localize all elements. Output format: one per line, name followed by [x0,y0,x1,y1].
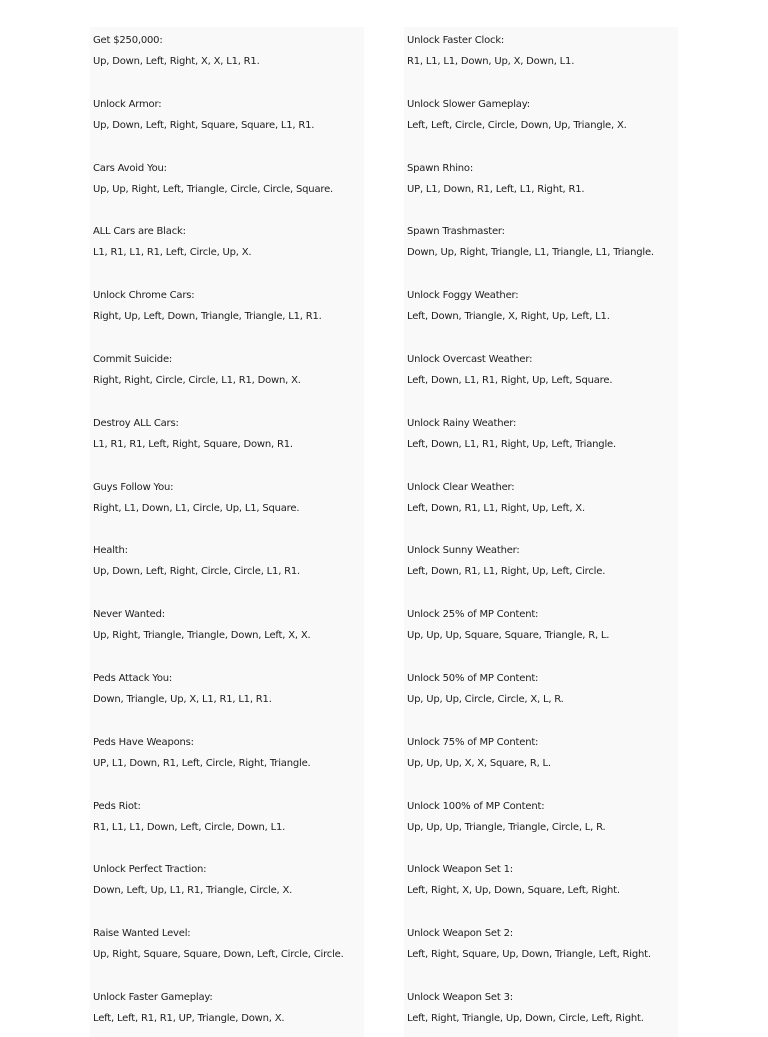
cheat-title: Raise Wanted Level: [93,928,191,940]
cheat-entry [93,856,364,916]
cheat-entry [407,91,678,151]
cheat-code: Left, Down, L1, R1, Right, Up, Left, Square. [407,375,613,386]
cheat-entry [93,346,364,406]
cheat-code: L1, R1, R1, Left, Right, Square, Down, R1. [93,438,293,450]
cheat-title: Peds Riot: [93,800,141,812]
cheat-entry [93,474,364,534]
cheat-entry [407,984,678,1037]
cheat-code: Up, Right, Triangle, Triangle, Down, Left, X, X. [93,630,311,642]
cheat-title: Get $250,000: [93,35,163,46]
cheat-code: Up, Down, Left, Right, Circle, Circle, L1, R1. [93,566,301,578]
cheat-title: Peds Have Weapons: [93,736,194,748]
cheat-title: Commit Suicide: [93,354,173,365]
cheat-entry [93,27,364,87]
cheat-title: Never Wanted: [93,609,165,621]
cheat-code: Down, Left, Up, L1, R1, Triangle, Circle, X. [93,885,293,897]
cheat-code: Left, Down, Triangle, X, Right, Up, Left, L1. [407,311,610,323]
cheat-entry [93,665,364,725]
cheat-code: Up, Up, Up, Circle, Circle, X, L, R. [407,694,564,705]
cheat-code: Left, Down, R1, L1, Right, Up, Left, X. [407,502,585,514]
cheat-title: Unlock Weapon Set 1: [407,864,513,876]
cheat-code: Right, Up, Left, Down, Triangle, Triangle, L1, R1. [93,311,322,323]
cheat-entry [407,155,678,215]
cheat-code: Left, Right, X, Up, Down, Square, Left, Right. [407,885,620,897]
left-cheat-column [90,27,364,1037]
cheat-code: Up, Up, Up, Square, Square, Triangle, R, L. [407,630,610,642]
cheat-entry [93,218,364,278]
cheat-entry [93,984,364,1037]
cheat-title: Unlock Perfect Traction: [93,864,207,876]
cheat-code: Down, Up, Right, Triangle, L1, Triangle, L1, Triangle. [407,247,654,259]
cheat-title: Unlock Overcast Weather: [407,354,533,365]
cheat-code: Up, Down, Left, Right, X, X, L1, R1. [93,56,260,67]
cheat-title: Unlock Faster Clock: [407,35,505,46]
cheat-title: Unlock Armor: [93,98,162,110]
cheat-entry [407,282,678,342]
cheat-title: Unlock Clear Weather: [407,481,515,493]
cheat-title: ALL Cars are Black: [93,226,186,238]
cheat-entry [407,601,678,661]
cheat-entry [407,856,678,916]
cheat-code: Left, Right, Square, Up, Down, Triangle, Left, Right. [407,949,651,961]
cheat-code: Left, Left, Circle, Circle, Down, Up, Triangle, X. [407,119,627,131]
cheat-code: Down, Triangle, Up, X, L1, R1, L1, R1. [93,694,272,705]
cheat-code: Left, Left, R1, R1, UP, Triangle, Down, X. [93,1013,285,1024]
cheat-entry [93,601,364,661]
cheat-entry [93,920,364,980]
cheat-code: Up, Right, Square, Square, Down, Left, Circle, Circle. [93,949,344,961]
cheat-title: Destroy ALL Cars: [93,417,179,429]
cheat-title: Health: [93,545,128,557]
cheat-title: Unlock Foggy Weather: [407,290,519,302]
cheat-entry [407,729,678,789]
cheat-entry [407,793,678,853]
cheat-entry [407,27,678,87]
cheat-title: Unlock 50% of MP Content: [407,673,539,684]
cheat-entry [93,729,364,789]
cheat-code: UP, L1, Down, R1, Left, Circle, Right, Triangle. [93,757,311,769]
cheat-code: R1, L1, L1, Down, Left, Circle, Down, L1. [93,821,286,833]
cheat-code: Up, Up, Right, Left, Triangle, Circle, Circle, Square. [93,183,334,195]
cheat-entry [407,474,678,534]
cheat-entry [407,665,678,725]
right-cheat-column [404,27,678,1037]
cheat-code: Up, Down, Left, Right, Square, Square, L1, R1. [93,119,315,131]
cheat-code: L1, R1, L1, R1, Left, Circle, Up, X. [93,247,252,259]
cheat-title: Peds Attack You: [93,673,173,684]
cheat-title: Unlock Weapon Set 2: [407,928,513,940]
cheat-title: Spawn Trashmaster: [407,226,505,238]
cheat-title: Unlock Weapon Set 3: [407,992,513,1003]
cheat-title: Unlock 100% of MP Content: [407,800,545,812]
cheat-title: Unlock Slower Gameplay: [407,98,530,110]
cheat-code: Right, Right, Circle, Circle, L1, R1, Down, X. [93,375,301,386]
cheat-title: Unlock Sunny Weather: [407,545,520,557]
cheat-entry [93,155,364,215]
cheat-entry [93,537,364,597]
cheat-entry [407,410,678,470]
cheat-code: Left, Right, Triangle, Up, Down, Circle, Left, Right. [407,1013,644,1024]
cheat-title: Unlock Rainy Weather: [407,417,517,429]
cheat-entry [93,91,364,151]
cheat-title: Unlock Chrome Cars: [93,290,195,302]
cheat-code: UP, L1, Down, R1, Left, L1, Right, R1. [407,183,585,195]
cheat-entry [407,537,678,597]
cheat-entry [93,282,364,342]
cheat-code: Left, Down, R1, L1, Right, Up, Left, Circle. [407,566,606,578]
cheat-title: Unlock Faster Gameplay: [93,992,213,1003]
cheat-entry [93,793,364,853]
cheat-entry [93,410,364,470]
cheat-code: R1, L1, L1, Down, Up, X, Down, L1. [407,56,575,67]
cheat-entry [407,218,678,278]
cheat-code: Left, Down, L1, R1, Right, Up, Left, Triangle. [407,438,616,450]
cheat-entry [407,346,678,406]
cheat-title: Spawn Rhino: [407,162,474,174]
cheat-title: Cars Avoid You: [93,162,167,174]
cheat-title: Unlock 75% of MP Content: [407,736,539,748]
cheat-title: Unlock 25% of MP Content: [407,609,539,621]
cheat-title: Guys Follow You: [93,481,174,493]
cheat-code: Up, Up, Up, Triangle, Triangle, Circle, L, R. [407,821,606,833]
cheat-code: Right, L1, Down, L1, Circle, Up, L1, Square. [93,502,300,514]
cheat-entry [407,920,678,980]
cheat-code: Up, Up, Up, X, X, Square, R, L. [407,757,551,769]
